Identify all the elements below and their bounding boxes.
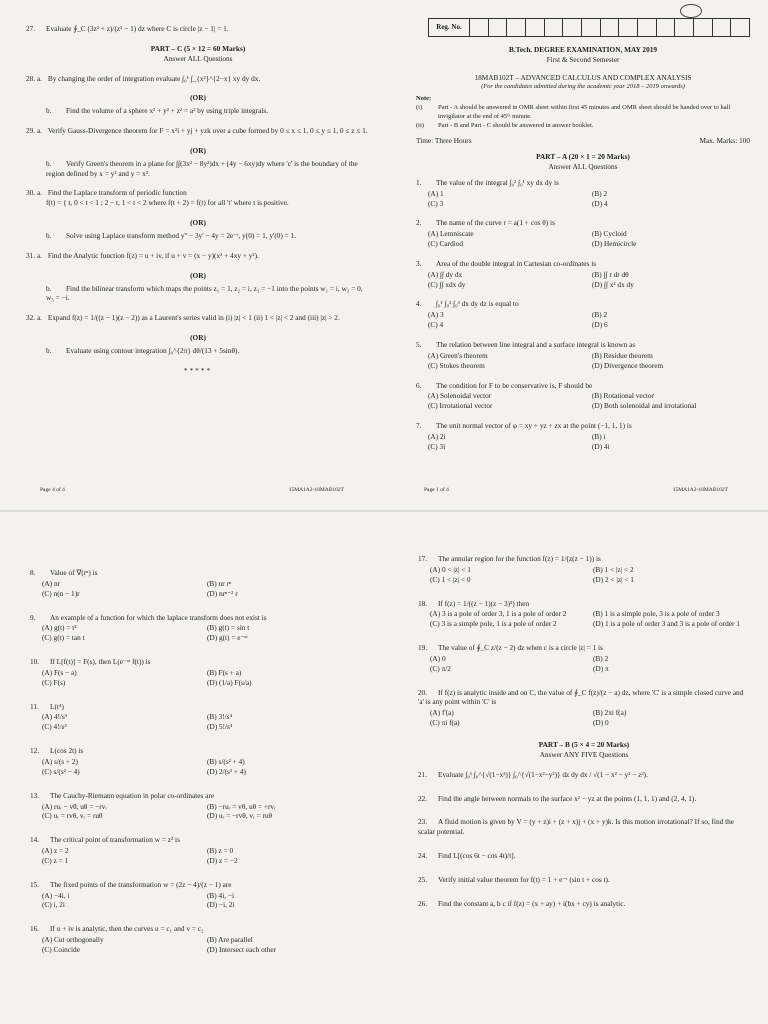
question-28b xyxy=(46,106,370,116)
question-number: 6. xyxy=(416,380,422,390)
question-17 xyxy=(418,554,750,585)
page-4-panel xyxy=(0,0,384,510)
option-a: (A) 3 xyxy=(428,310,444,320)
option-b: (B) ∫∫ r dr dθ xyxy=(592,269,629,279)
option-d: (D) ∫∫ x² dx dy xyxy=(592,279,634,289)
question-number: 5. xyxy=(416,340,422,350)
reg-cell xyxy=(638,19,657,36)
options xyxy=(428,229,750,249)
option-d: (D) Divergence theorem xyxy=(592,360,664,370)
question-text: Find the Laplace transform of periodic function xyxy=(47,188,187,198)
or-label: (OR) xyxy=(190,270,206,280)
question-number: 15. xyxy=(30,879,40,889)
question-number: 14. xyxy=(30,835,40,845)
page-2-right-panel xyxy=(384,512,768,1024)
option-a: (A) s/(s + 2) xyxy=(42,756,78,766)
question-text: ∫₀¹ ∫₀² ∫₀³ dx dy dz is equal to xyxy=(436,299,519,309)
option-a: (A) 2i xyxy=(428,431,446,441)
question-31b xyxy=(46,284,370,304)
question-number: 19. xyxy=(418,643,428,653)
options xyxy=(430,654,750,674)
option-c: (C) 3 xyxy=(428,198,444,208)
option-a: (A) 1 xyxy=(428,188,444,198)
semester: First & Second Semester xyxy=(546,54,620,64)
reg-cell xyxy=(526,19,545,36)
question-number: 30. a. xyxy=(26,188,43,198)
part-b-subtitle: Answer ANY FIVE Questions xyxy=(539,749,629,759)
question-number: 17. xyxy=(418,554,428,563)
end-marker: ***** xyxy=(183,365,213,375)
question-5 xyxy=(416,340,750,371)
option-d: (D) z = −2 xyxy=(207,855,238,865)
part-b-title: PART – B (5 × 4 = 20 Marks) xyxy=(538,739,630,749)
option-c: (C) Coincide xyxy=(42,944,80,954)
option-d: (D) 6 xyxy=(592,320,608,330)
reg-cell xyxy=(563,19,582,36)
question-number: 29. a. xyxy=(26,126,43,136)
option-b: (B) 2 xyxy=(592,188,608,198)
question-number: b. xyxy=(46,106,52,116)
option-c: (C) 4!/s³ xyxy=(42,722,67,732)
reg-cell xyxy=(601,19,620,36)
option-c: (C) Cardiod xyxy=(428,239,464,249)
options xyxy=(42,623,366,643)
reg-cell xyxy=(545,19,564,36)
options xyxy=(42,891,366,911)
question-24 xyxy=(418,851,750,861)
options xyxy=(428,432,750,452)
question-text: Find the angle between normals to the surface x² − yz at the points (1, 1, 1) and (2, 4, 1). xyxy=(438,793,697,803)
or-label: (OR) xyxy=(190,145,206,155)
options xyxy=(428,351,750,371)
option-d: (D) 0 xyxy=(593,718,609,728)
options xyxy=(428,270,750,290)
question-27 xyxy=(26,24,370,34)
question-text: The name of the curve r = a(1 + cos θ) is xyxy=(436,218,555,228)
part-c-title: PART – C (5 × 12 = 60 Marks) xyxy=(150,43,246,53)
options xyxy=(428,310,750,330)
question-text: The fixed points of the transformation w = (2z − 4)/(z − 1) are xyxy=(50,879,232,889)
max-marks: Max. Marks: 100 xyxy=(699,136,750,146)
question-text: The critical point of transformation w = z² is xyxy=(50,835,180,845)
option-a: (A) −4i, i xyxy=(42,890,70,900)
options xyxy=(430,708,750,728)
option-b: (B) 4i, −i xyxy=(207,890,235,900)
option-a: (A) Green's theorem xyxy=(428,350,488,360)
question-text: The Cauchy-Riemann equation in polar co-ordinates are xyxy=(50,790,215,800)
reg-cell xyxy=(619,19,638,36)
question-text: Solve using Laplace transform method y'' − 3y' − 4y = 2e⁻ᵗ, y(0) = 1, y'(0) = 1. xyxy=(66,230,297,240)
option-c: (C) Irrotational vector xyxy=(428,401,493,411)
question-28a xyxy=(26,74,370,84)
question-text: Expand f(z) = 1/((z − 1)(z − 2)) as a Laurent's series valid in (i) |z| < 1 (ii) 1 < |z| < 2 and (iii) |z| > 2. xyxy=(47,313,340,323)
option-d: (D) 4 xyxy=(592,198,608,208)
option-b: (B) F(s + a) xyxy=(207,667,242,677)
option-c: (C) 3 is a simple pole, 1 is a pole of order 2 xyxy=(430,619,557,629)
question-8 xyxy=(30,568,366,599)
part-a-subtitle: Answer ALL Questions xyxy=(548,162,618,172)
question-formula: f(t) = { t, 0 < t < 1 ; 2 − t, 1 < t < 2 where f(t + 2) = f(t) for all 't' where t is positive. xyxy=(46,198,289,208)
question-number: 27. xyxy=(26,24,36,33)
question-text: Evaluate using contour integration ∫₀^{2π} dθ/(13 + 5sinθ). xyxy=(66,345,240,355)
question-32a xyxy=(26,313,370,323)
note-ii xyxy=(416,122,750,131)
option-c: (C) ∫∫ xdx dy xyxy=(428,279,466,289)
question-text: The condition for F to be conservative is, F should be xyxy=(436,380,593,390)
question-number: 23. xyxy=(418,817,428,827)
option-d: (D) π xyxy=(593,663,609,673)
part-c-subtitle: Answer ALL Questions xyxy=(163,53,233,63)
question-text: Find the volume of a sphere x² + y² + z² = a² by using triple integrals. xyxy=(66,106,269,116)
question-text: Find L[(cos 6t − cos 4t)/t]. xyxy=(438,851,516,861)
option-b: (B) −ruᵣ = vθ, uθ = +rvᵣ xyxy=(207,801,276,811)
ink-stamp xyxy=(680,4,702,18)
option-a: (A) 0 < |z| < 1 xyxy=(430,564,471,574)
question-number: b. xyxy=(46,345,52,355)
option-b: (B) 2 xyxy=(592,310,608,320)
question-10 xyxy=(30,657,366,688)
option-d: (D) nrⁿ⁻² r xyxy=(207,588,238,598)
option-a: (A) 0 xyxy=(430,653,446,663)
option-d: (D) 4i xyxy=(592,441,610,451)
option-c: (C) uᵣ = rvθ, vᵣ = ruθ xyxy=(42,811,103,821)
option-c: (C) 4 xyxy=(428,320,444,330)
option-c: (C) 3i xyxy=(428,441,446,451)
option-d: (D) 2 < |z| < 1 xyxy=(593,574,634,584)
option-a: (A) g(t) = t² xyxy=(42,623,77,633)
reg-no-box xyxy=(428,18,750,37)
option-a: (A) Solenoidal vector xyxy=(428,391,492,401)
option-b: (B) 1 < |z| < 2 xyxy=(593,564,634,574)
question-text: If f(z) is analytic inside and on C, the value of ∮_C f(z)/(z − a) dz, where 'C' is a simple closed curve and 'a' is any point within 'C' is xyxy=(418,687,744,707)
options xyxy=(430,609,750,629)
reg-cell xyxy=(470,19,489,36)
option-a: (A) f'(a) xyxy=(430,708,454,718)
course-title: 18MAB102T – ADVANCED CALCULUS AND COMPLEX ANALYSIS xyxy=(474,72,692,82)
note-number: (i) xyxy=(416,104,423,112)
option-d: (D) 1 is a pole of order 3 and 3 is a pole of order 1 xyxy=(593,619,740,629)
question-13 xyxy=(30,791,366,822)
option-a: (A) 4!/s⁵ xyxy=(42,712,68,722)
question-number: 3. xyxy=(416,258,422,268)
option-b: (B) Are parallel xyxy=(207,935,253,945)
note-text: Part - B and Part - C should be answered in answer booklet. xyxy=(438,121,594,129)
question-text: If u + iv is analytic, then the curves u = c₁ and v = c₂ xyxy=(50,924,204,934)
page-footer xyxy=(40,487,344,494)
part-a-title: PART – A (20 × 1 = 20 Marks) xyxy=(536,152,630,162)
paper-code: 15MA1A2-18MAB102T xyxy=(288,486,344,493)
reg-cell xyxy=(713,19,732,36)
question-31a xyxy=(26,251,370,261)
question-number: 12. xyxy=(30,746,40,756)
question-number: 9. xyxy=(30,612,36,622)
option-b: (B) 2 xyxy=(593,653,609,663)
question-text: By changing the order of integration evaluate ∫₀¹ ∫_{x²}^{2−x} xy dy dx. xyxy=(47,73,261,83)
question-29a xyxy=(26,126,370,136)
question-number: 24. xyxy=(418,851,428,861)
question-20 xyxy=(418,688,750,728)
options xyxy=(42,668,366,688)
option-a: (A) z = 2 xyxy=(42,846,69,856)
question-text: Area of the double integral in Cartesian co-ordinates is xyxy=(436,258,597,268)
question-text: L(t⁴) xyxy=(50,701,64,711)
question-22 xyxy=(418,794,750,804)
question-text: Value of ∇(rⁿ) is xyxy=(50,568,98,577)
option-b: (B) 1 is a simple pole, 3 is a pole of order 3 xyxy=(593,609,720,619)
reg-cell xyxy=(582,19,601,36)
question-number: 32. a. xyxy=(26,313,43,323)
question-number: 13. xyxy=(30,790,40,800)
note-block xyxy=(416,95,750,130)
page-1-panel xyxy=(384,0,768,510)
option-c: (C) g(t) = tan t xyxy=(42,633,85,643)
question-4 xyxy=(416,299,750,330)
question-23 xyxy=(418,817,750,837)
question-number: b. xyxy=(46,158,52,168)
option-c: (C) i, 2i xyxy=(42,900,65,910)
option-b: (B) Residue theorem xyxy=(592,350,653,360)
question-32b xyxy=(46,346,370,356)
option-d: (D) 5!/s⁴ xyxy=(207,722,233,732)
reg-cell xyxy=(489,19,508,36)
options xyxy=(428,189,750,209)
question-21 xyxy=(418,770,750,780)
exam-duration: Time: Three Hours xyxy=(416,136,472,146)
question-text: Evaluate ∮_C (3z² + z)/(z² − 1) dz where C is circle |z − 1| = 1. xyxy=(46,24,229,33)
question-12 xyxy=(30,746,366,777)
reg-cell xyxy=(507,19,526,36)
option-b: (B) z = 0 xyxy=(207,846,234,856)
question-text: The value of the integral ∫₀² ∫₀¹ xy dx dy is xyxy=(436,177,559,187)
question-text: Verify initial value theorem for f(t) = 1 + e⁻ᵗ (sin t + cos t). xyxy=(438,874,610,884)
question-number: 4. xyxy=(416,299,422,309)
reg-cell xyxy=(657,19,676,36)
question-number: 21. xyxy=(418,769,428,779)
option-c: (C) F(s) xyxy=(42,677,66,687)
note-label: Note: xyxy=(416,95,432,103)
question-1 xyxy=(416,178,750,209)
option-d: (D) Intersect each other xyxy=(207,944,277,954)
options xyxy=(430,565,750,585)
question-text: L(cos 2t) is xyxy=(50,746,84,756)
options xyxy=(42,757,366,777)
question-number: 31. a. xyxy=(26,250,43,260)
option-c: (C) n(n − 1)r xyxy=(42,588,80,598)
options xyxy=(428,391,750,411)
question-number: 7. xyxy=(416,421,422,431)
question-number: b. xyxy=(46,230,52,240)
option-a: (A) nr xyxy=(42,578,61,588)
question-30a xyxy=(26,188,370,208)
question-text: Verify Gauss-Divergence theorem for F = x²i + yj + yzk over a cube formed by 0 ≤ x ≤ 1, 0 ≤ y ≤ 1, 0 ≤ z ≤ 1. xyxy=(47,126,368,136)
question-18 xyxy=(418,599,750,630)
question-text: A fluid motion is given by V = (y + z)i + (z + x)j + (x + y)k. Is this motion irrotational? If so, find the scalar potential. xyxy=(418,817,734,837)
or-label: (OR) xyxy=(190,333,206,343)
note-i xyxy=(416,104,750,122)
question-text: The value of ∮_C z/(z − 2) dz when c is a circle |z| = 1 is xyxy=(438,643,603,653)
question-number: 26. xyxy=(418,898,428,908)
reg-cell xyxy=(694,19,713,36)
option-a: (A) ∫∫ dy dx xyxy=(428,269,463,279)
question-text: The unit normal vector of φ = xy + yz + zx at the point (−1, 1, 1) is xyxy=(436,421,632,431)
options xyxy=(42,846,366,866)
option-d: (D) Hemicircle xyxy=(592,239,637,249)
question-number: 10. xyxy=(30,657,40,667)
question-2 xyxy=(416,218,750,249)
option-b: (B) g(t) = sin t xyxy=(207,623,250,633)
option-b: (B) 2πi f(a) xyxy=(593,708,627,718)
question-text: Find the constant a, b c if f(z) = (x + ay) + i(bx + cy) is analytic. xyxy=(438,898,626,908)
page-number: Page 1 of 4 xyxy=(424,486,449,493)
option-c: (C) 1 < |z| < 0 xyxy=(430,574,471,584)
question-26 xyxy=(418,899,750,909)
question-text: If f(z) = 1/((z − 1)(z − 3)²) then xyxy=(438,598,530,608)
question-text: An example of a function for which the laplace transform does not exist is xyxy=(50,612,267,622)
option-a: (A) F(s − a) xyxy=(42,667,77,677)
question-6 xyxy=(416,381,750,412)
question-text: Find the bilinear transform which maps the points z₁ = 1, z₂ = i, z₃ = −1 into the points w₁ = i, w₂ = 0, w₃ = −i. xyxy=(46,283,363,303)
note-number: (ii) xyxy=(416,121,424,129)
or-label: (OR) xyxy=(190,93,206,103)
question-7 xyxy=(416,421,750,452)
option-b: (B) nr rⁿ xyxy=(207,578,232,588)
option-c: (C) s/(s² − 4) xyxy=(42,766,80,776)
options xyxy=(42,579,366,599)
question-number: 25. xyxy=(418,874,428,884)
page-footer xyxy=(424,487,728,494)
question-text: Find the Analytic function f(z) = u + iv, if u + v = (x − y)(x² + 4xy + y²). xyxy=(47,250,259,260)
option-d: (D) uᵣ = −rvθ, vᵣ = ruθ xyxy=(207,811,273,821)
question-14 xyxy=(30,835,366,866)
option-d: (D) g(t) = e⁻ᵃᵗ xyxy=(207,633,248,643)
option-d: (D) −i, 2i xyxy=(207,900,235,910)
page-number: Page 4 of 4 xyxy=(40,486,65,493)
note-text: Part - A should be answered in OMR sheet within first 45 minutes and OMR sheet should be handed over to hall invigilator at the end of 45ᵗʰ minute. xyxy=(438,104,731,120)
page-2-left-panel xyxy=(0,512,384,1024)
question-number: 22. xyxy=(418,793,428,803)
options xyxy=(42,802,366,822)
option-d: (D) Both solenoidal and irrotational xyxy=(592,401,697,411)
question-15 xyxy=(30,880,366,911)
question-number: 20. xyxy=(418,687,428,697)
option-a: (A) Lemniscate xyxy=(428,229,474,239)
option-b: (B) Cycloid xyxy=(592,229,627,239)
question-30b xyxy=(46,231,370,241)
option-b: (B) i xyxy=(592,431,606,441)
question-text: The annular region for the function f(z) = 1/(z(z − 1)) is xyxy=(438,554,601,563)
option-c: (C) z = 1 xyxy=(42,855,69,865)
or-label: (OR) xyxy=(190,218,206,228)
option-a: (A) Cut orthogonally xyxy=(42,935,104,945)
question-9 xyxy=(30,613,366,644)
option-a: (A) 3 is a pole of order 3, 1 is a pole of order 2 xyxy=(430,609,567,619)
question-text: If L[f(t)] = F(s), then L(e⁻ᵃᵗ f(t)) is xyxy=(50,657,151,667)
question-3 xyxy=(416,259,750,290)
reg-cell xyxy=(731,19,749,36)
question-number: 8. xyxy=(30,568,36,577)
option-d: (D) (1/a) F(s/a) xyxy=(207,677,252,687)
reg-no-label: Reg. No. xyxy=(429,19,470,36)
question-19 xyxy=(418,643,750,674)
question-number: 18. xyxy=(418,598,428,608)
option-b: (B) Rotational vector xyxy=(592,391,655,401)
options xyxy=(42,935,366,955)
question-number: 11. xyxy=(30,701,39,711)
question-number: b. xyxy=(46,283,52,293)
question-number: 1. xyxy=(416,177,422,187)
option-a: (A) ruᵣ − vθ, uθ = −rvᵣ xyxy=(42,801,108,811)
exam-title: B.Tech. DEGREE EXAMINATION, MAY 2019 xyxy=(508,45,658,54)
paper-code: 15MA1A2-18MAB102T xyxy=(672,486,728,493)
option-b: (B) 3!/s⁴ xyxy=(207,712,233,722)
option-c: (C) πi f(a) xyxy=(430,718,460,728)
question-text: Evaluate ∫₀¹ ∫₀^{√(1−x²)} ∫₀^{√(1−x²−y²)} dz dy dx / √(1 − x² − y² − z²). xyxy=(438,769,648,779)
question-16 xyxy=(30,924,366,955)
question-number: 28. a. xyxy=(26,73,43,83)
reg-cell xyxy=(675,19,694,36)
question-text: Verify Green's theorem in a plane for ∫∫(3x² − 8y²)dx + (4y − 6xy)dy where 'c' is the boundary of the region defined by x = y² and y = x². xyxy=(46,158,358,178)
question-25 xyxy=(418,875,750,885)
question-number: 2. xyxy=(416,218,422,228)
course-note: (For the candidates admitted during the academic year 2018 – 2019 onwards) xyxy=(481,82,685,90)
options xyxy=(42,712,366,732)
question-text: The relation between line integral and a surface integral is known as xyxy=(436,340,636,350)
option-c: (C) Stokes theorem xyxy=(428,360,485,370)
option-c: (C) π/2 xyxy=(430,663,451,673)
option-b: (B) s/(s² + 4) xyxy=(207,756,245,766)
question-number: 16. xyxy=(30,924,40,934)
question-11 xyxy=(30,702,366,733)
option-d: (D) 2/(s² + 4) xyxy=(207,766,246,776)
question-29b xyxy=(46,159,370,179)
time-marks-row xyxy=(416,136,750,146)
